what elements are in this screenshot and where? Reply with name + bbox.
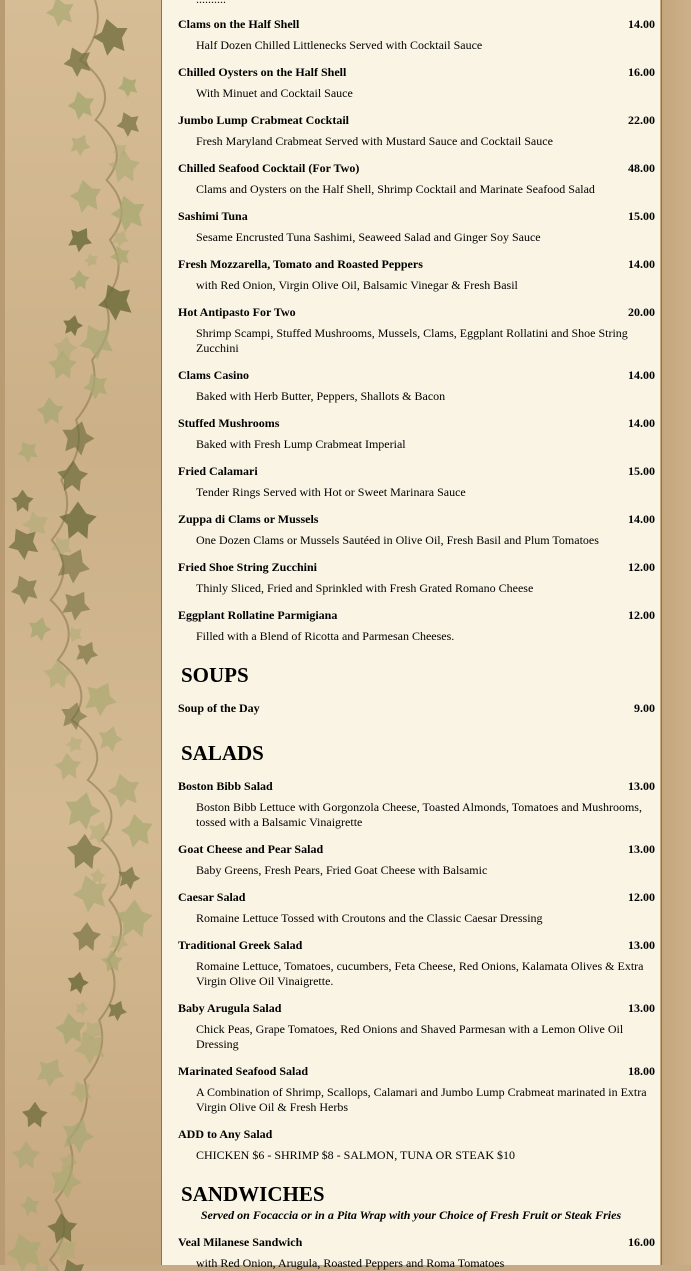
item-name: Fried Shoe String Zucchini (178, 560, 318, 574)
ivy-leaf (42, 0, 78, 29)
item-name: Clams Casino (178, 368, 250, 382)
item-description: A Combination of Shrimp, Scallops, Calamari and Jumbo Lump Crabmeat marinated in Extra Virgin Olive Oil & Fresh Herbs (196, 1085, 647, 1114)
ivy-leaf (12, 1141, 40, 1169)
ivy-leaf (53, 751, 83, 781)
ivy-leaf (57, 699, 90, 732)
item-description: Baked with Fresh Lump Crabmeat Imperial (196, 437, 406, 451)
ivy-leaf (66, 130, 95, 159)
item-name: Marinated Seafood Salad (178, 1064, 309, 1078)
ivy-leaf (1, 1228, 49, 1271)
ivy-leaf (25, 614, 54, 643)
item-price: 14.00 (628, 368, 655, 382)
ivy-leaf (114, 72, 142, 100)
menu-content (162, 0, 660, 1270)
item-name: Zuppa di Clams or Mussels (178, 512, 319, 526)
item-description: Chick Peas, Grape Tomatoes, Red Onions and Shaved Parmesan with a Lemon Olive Oil Dressing (196, 1022, 624, 1051)
item-name: Hot Antipasto For Two (178, 305, 296, 319)
section-title-salads: SALADS (181, 741, 264, 765)
ivy-leaf (107, 191, 151, 235)
item-name: Boston Bibb Salad (178, 779, 273, 793)
section-title-sandwiches: SANDWICHES (181, 1182, 325, 1206)
item-price: 14.00 (628, 416, 655, 430)
ivy-leaf (56, 460, 88, 492)
ivy-leaf (59, 42, 97, 80)
item-description: with Red Onion, Virgin Olive Oil, Balsamic Vinegar & Fresh Basil (196, 278, 518, 292)
item-name: Sashimi Tuna (178, 209, 248, 223)
item-description: Clams and Oysters on the Half Shell, Shrimp Cocktail and Marinate Seafood Salad (196, 182, 595, 196)
item-price: 15.00 (628, 209, 655, 223)
item-description: With Minuet and Cocktail Sauce (196, 86, 353, 100)
ivy-leaf (89, 14, 133, 58)
ivy-leaf (31, 1051, 71, 1091)
item-name: Soup of the Day (178, 701, 260, 715)
item-name: Baby Arugula Salad (178, 1001, 282, 1015)
ivy-leaf (63, 221, 97, 255)
ivy-leaf (69, 269, 91, 291)
ivy-leaf (82, 250, 102, 270)
item-price: 48.00 (628, 161, 655, 175)
item-name: Chilled Seafood Cocktail (For Two) (178, 161, 360, 175)
item-name: Stuffed Mushrooms (178, 416, 280, 430)
ivy-leaf (66, 1076, 96, 1106)
item-name: Clams on the Half Shell (178, 17, 300, 31)
item-name: Eggplant Rollatine Parmigiana (178, 608, 338, 622)
item-price: 12.00 (628, 608, 655, 622)
ivy-leaf (108, 149, 142, 183)
item-name: Fresh Mozzarella, Tomato and Roasted Peppers (178, 257, 423, 271)
item-description: Boston Bibb Lettuce with Gorgonzola Cheese, Toasted Almonds, Tomatoes and Mushrooms, tossed with a Balsamic Vinaigrette (196, 800, 642, 829)
ivy-leaf (59, 501, 97, 539)
ivy-leaf (13, 436, 42, 465)
ivy-leaf (65, 970, 91, 996)
item-description: with Red Onion, Arugula, Roasted Peppers and Roma Tomatoes (196, 1256, 505, 1270)
ivy-leaf (22, 1102, 48, 1128)
item-description: One Dozen Clams or Mussels Sautéed in Olive Oil, Fresh Basil and Plum Tomatoes (196, 533, 599, 547)
item-price: 16.00 (628, 1235, 655, 1249)
item-name: Jumbo Lump Crabmeat Cocktail (178, 113, 350, 127)
item-name: Caesar Salad (178, 890, 246, 904)
ivy-leaf (11, 490, 33, 512)
item-name: Fried Calamari (178, 464, 258, 478)
ivy-leaf (68, 870, 113, 915)
ivy-leaf (43, 659, 72, 688)
ivy-leaf (95, 723, 126, 754)
ivy-leaf (71, 637, 102, 668)
item-description: Romaine Lettuce, Tomatoes, cucumbers, Feta Cheese, Red Onions, Kalamata Olives & Extra Virgin Olive Oil Vinaigrette. (196, 959, 644, 988)
item-price: 15.00 (628, 464, 655, 478)
ivy-leaf (18, 1193, 42, 1217)
ivy-leaf (73, 317, 121, 365)
item-price: 20.00 (628, 305, 655, 319)
item-name: Chilled Oysters on the Half Shell (178, 65, 347, 79)
ivy-leaf (6, 570, 44, 608)
ivy-leaf (67, 176, 105, 214)
item-price: 12.00 (628, 560, 655, 574)
item-price: 14.00 (628, 17, 655, 31)
ivy-leaf (60, 313, 85, 338)
item-description: Thinly Sliced, Fried and Sprinkled with Fresh Grated Romano Cheese (196, 581, 534, 595)
item-price: 13.00 (628, 842, 655, 856)
ivy-leaf (104, 997, 131, 1024)
ivy-leaf (72, 922, 101, 951)
item-price: 14.00 (628, 512, 655, 526)
item-description: Sesame Encrusted Tuna Sashimi, Seaweed Salad and Ginger Soy Sauce (196, 230, 541, 244)
item-price: 13.00 (628, 779, 655, 793)
ivy-leaf (48, 350, 77, 379)
item-name: Veal Milanese Sandwich (178, 1235, 303, 1249)
item-price: 16.00 (628, 65, 655, 79)
item-description: Shrimp Scampi, Stuffed Mushrooms, Mussels, Clams, Eggplant Rollatini and Shoe String Zucchini (196, 326, 628, 355)
item-description: Filled with a Blend of Ricotta and Parmesan Cheeses. (196, 629, 455, 643)
ivy-vine-icon (0, 0, 161, 1265)
section-subtitle: Served on Focaccia or in a Pita Wrap with your Choice of Fresh Fruit or Steak Fries (200, 1208, 622, 1222)
ivy-leaf (112, 107, 144, 139)
item-description: Baby Greens, Fresh Pears, Fried Goat Cheese with Balsamic (196, 863, 488, 877)
ivy-leaf (78, 675, 123, 720)
item-description: Baked with Herb Butter, Peppers, Shallots & Bacon (196, 389, 446, 403)
ivy-leaf (56, 1113, 99, 1156)
ivy-leaf (79, 369, 112, 402)
ivy-leaf (35, 396, 65, 426)
ivy-leaf (63, 732, 87, 756)
ivy-leaf (107, 242, 133, 268)
section-title-soups: SOUPS (181, 663, 249, 687)
item-price: 13.00 (628, 1001, 655, 1015)
ivy-leaf (104, 769, 145, 810)
item-price: 12.00 (628, 890, 655, 904)
item-name: Goat Cheese and Pear Salad (178, 842, 324, 856)
item-price: 9.00 (634, 701, 655, 715)
right-border-strip (661, 0, 691, 1265)
ivy-leaf (118, 811, 157, 850)
item-price: 14.00 (628, 257, 655, 271)
item-description: Romaine Lettuce Tossed with Croutons and the Classic Caesar Dressing (196, 911, 543, 925)
ivy-leaf (64, 88, 98, 122)
item-price: 22.00 (628, 113, 655, 127)
item-description: Tender Rings Served with Hot or Sweet Marinara Sauce (196, 485, 466, 499)
item-description: Half Dozen Chilled Littlenecks Served with Cocktail Sauce (196, 38, 483, 52)
item-name: Traditional Greek Salad (178, 938, 303, 952)
ivy-leaf (56, 584, 97, 625)
item-description: CHICKEN $6 - SHRIMP $8 - SALMON, TUNA OR STEAK $10 (196, 1148, 516, 1162)
item-price: 18.00 (628, 1064, 655, 1078)
ivy-border-panel (0, 0, 162, 1265)
item-price: 13.00 (628, 938, 655, 952)
ivy-leaf (73, 999, 91, 1017)
item-name: ADD to Any Salad (178, 1127, 273, 1141)
cut-off-text (196, 0, 226, 6)
item-description: Fresh Maryland Crabmeat Served with Mustard Sauce and Cocktail Sauce (196, 134, 553, 148)
